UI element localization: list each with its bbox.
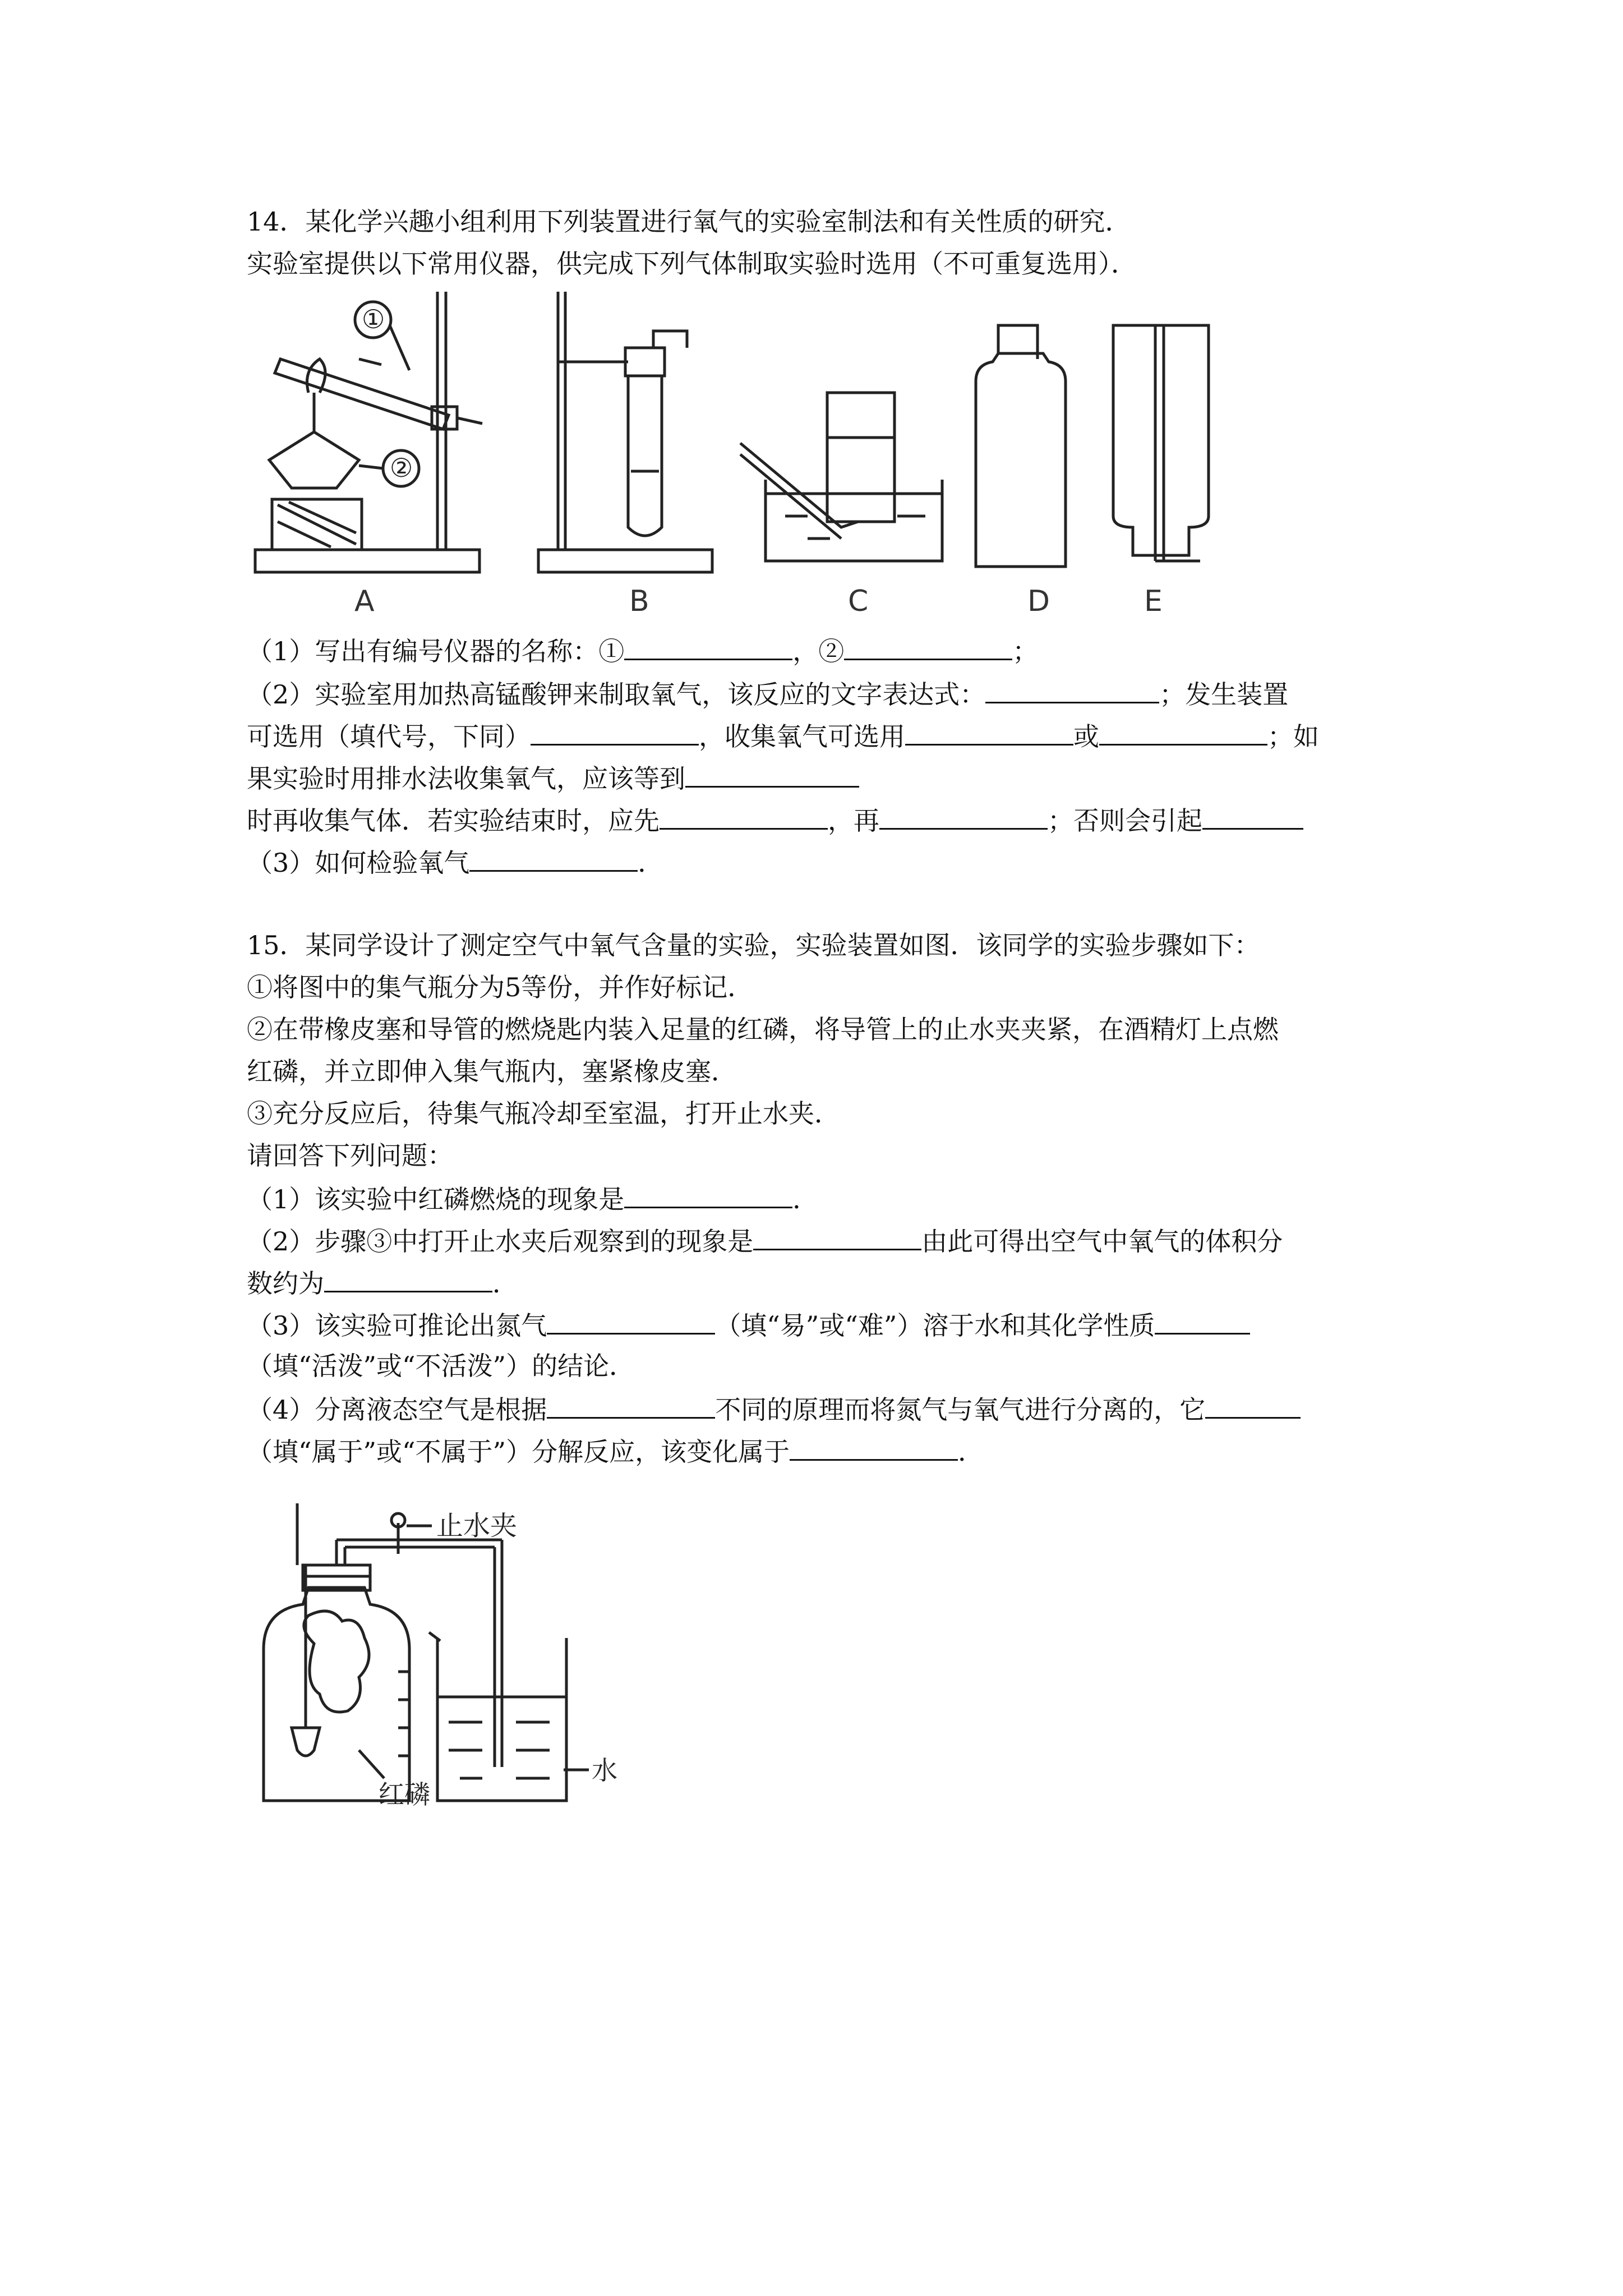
- q15-p2-text: 由此可得出空气中氧气的体积分: [921, 1226, 1283, 1257]
- q15-p1-text: ．: [792, 1184, 819, 1214]
- apparatus-label-c: C: [848, 585, 869, 618]
- q15-p3-text: （3）该实验可推论出氮气: [247, 1310, 547, 1341]
- q15-title: 15．某同学设计了测定空气中氧气含量的实验，实验装置如图．该同学的实验步骤如下：: [247, 930, 1260, 960]
- answer-blank[interactable]: [547, 1307, 715, 1335]
- q14-p2-text: 可选用（填代号，下同）: [247, 721, 531, 752]
- marker-1: ①: [362, 304, 385, 334]
- answer-blank[interactable]: [753, 1223, 921, 1250]
- q14-intro: 实验室提供以下常用仪器，供完成下列气体制取实验时选用（不可重复选用）．: [247, 249, 1137, 279]
- q15-p4-text: （填“属于”或“不属于”）分解反应，该变化属于: [247, 1437, 790, 1467]
- answer-blank[interactable]: [469, 844, 638, 872]
- apparatus-d: [976, 325, 1066, 567]
- q14-part2-line3: [247, 760, 859, 795]
- marker-2: ②: [390, 453, 413, 483]
- q15-step2-line1: ②在带橡皮塞和导管的燃烧匙内装入足量的红磷，将导管上的止水夹夹紧，在酒精灯上点燃: [247, 1014, 1279, 1045]
- q15-p4-text: ．: [958, 1437, 984, 1467]
- answer-blank[interactable]: [790, 1433, 958, 1461]
- q15-ask: 请回答下列问题：: [247, 1140, 453, 1171]
- apparatus-label-b: B: [629, 585, 649, 618]
- apparatus-e: [1113, 325, 1209, 561]
- answer-blank[interactable]: [547, 1391, 715, 1419]
- answer-blank[interactable]: [685, 760, 859, 788]
- answer-blank[interactable]: [844, 633, 1012, 660]
- answer-blank[interactable]: [1099, 718, 1267, 746]
- answer-blank[interactable]: [1202, 802, 1303, 830]
- q15-p3-text: （填“易”或“难”）溶于水和其化学性质: [715, 1310, 1155, 1341]
- q14-p1-text-c: ；: [1012, 636, 1039, 666]
- q14-p3-text: ．: [638, 848, 664, 878]
- beaker: [429, 1632, 566, 1801]
- q15-p1-text: （1）该实验中红磷燃烧的现象是: [247, 1184, 625, 1214]
- q15-p4-text: 不同的原理而将氮气与氧气进行分离的，它: [715, 1395, 1206, 1425]
- answer-blank[interactable]: [1155, 1307, 1250, 1335]
- answer-blank[interactable]: [879, 802, 1048, 830]
- q14-p2-text: ，再: [828, 806, 879, 836]
- apparatus-label-d: D: [1027, 585, 1050, 618]
- q15-part2-line1: [247, 1223, 1283, 1258]
- q14-part3: [247, 844, 663, 880]
- q14-p2-text: 时再收集气体．若实验结束时，应先: [247, 806, 660, 836]
- q15-part2-line2: [247, 1265, 518, 1300]
- oxygen-apparatus-figure: [247, 1503, 651, 1818]
- apparatus-label-e: E: [1144, 585, 1163, 618]
- apparatus-figure: [247, 292, 1245, 583]
- q14-p3-text: （3）如何检验氧气: [247, 848, 470, 878]
- clamp-label: 止水夹: [436, 1510, 518, 1542]
- apparatus-b: [538, 292, 712, 572]
- q15-p2-text: 数约为: [247, 1268, 324, 1299]
- q14-p2-text: （2）实验室用加热高锰酸钾来制取氧气，该反应的文字表达式：: [247, 679, 986, 710]
- q15-part3-line2: （填“活泼”或“不活泼”）的结论．: [247, 1351, 635, 1381]
- q15-part1: [247, 1181, 818, 1216]
- water-label: 水: [592, 1755, 617, 1786]
- q14-part2-line2: [247, 718, 1319, 753]
- q15-part3-line1: [247, 1307, 1250, 1342]
- phosphorus-label: 红磷: [379, 1779, 430, 1810]
- q15-part4-line1: [247, 1391, 1301, 1427]
- q14-part2-line4: [247, 802, 1303, 838]
- answer-blank[interactable]: [531, 718, 699, 746]
- apparatus-c: [740, 393, 942, 561]
- answer-blank[interactable]: [324, 1265, 492, 1292]
- q14-p2-text: ；发生装置: [1159, 679, 1289, 710]
- q15-step3: ③充分反应后，待集气瓶冷却至室温，打开止水夹．: [247, 1098, 840, 1129]
- q15-part4-line2: [247, 1433, 984, 1469]
- q14-p2-text: ，收集氧气可选用: [699, 721, 905, 752]
- answer-blank[interactable]: [1205, 1391, 1301, 1419]
- q14-p1-text-a: （1）写出有编号仪器的名称：①: [247, 636, 625, 666]
- q14-part2-line1: [247, 676, 1288, 711]
- answer-blank[interactable]: [905, 718, 1073, 746]
- answer-blank[interactable]: [624, 1181, 792, 1208]
- q15-step1: ①将图中的集气瓶分为5等份，并作好标记．: [247, 972, 754, 1002]
- q15-p4-text: （4）分离液态空气是根据: [247, 1395, 547, 1425]
- q14-title: 14．某化学兴趣小组利用下列装置进行氧气的实验室制法和有关性质的研究．: [247, 206, 1131, 237]
- q15-p2-text: ．: [492, 1268, 518, 1299]
- q14-p2-text: ；否则会引起: [1048, 806, 1202, 836]
- answer-blank[interactable]: [660, 802, 828, 830]
- q15-step2-line2: 红磷，并立即伸入集气瓶内，塞紧橡皮塞．: [247, 1056, 737, 1087]
- apparatus-label-a: A: [354, 585, 375, 618]
- q14-p2-text: 或: [1073, 721, 1099, 752]
- q14-p1-text-b: ，②: [792, 636, 845, 666]
- q15-p2-text: （2）步骤③中打开止水夹后观察到的现象是: [247, 1226, 754, 1257]
- answer-blank[interactable]: [985, 676, 1159, 703]
- q14-part1: [247, 633, 1038, 668]
- q14-p2-text: 果实验时用排水法收集氧气，应该等到: [247, 763, 685, 794]
- answer-blank[interactable]: [624, 633, 792, 660]
- connecting-tube: [336, 1540, 502, 1767]
- q14-p2-text: ；如: [1267, 721, 1319, 752]
